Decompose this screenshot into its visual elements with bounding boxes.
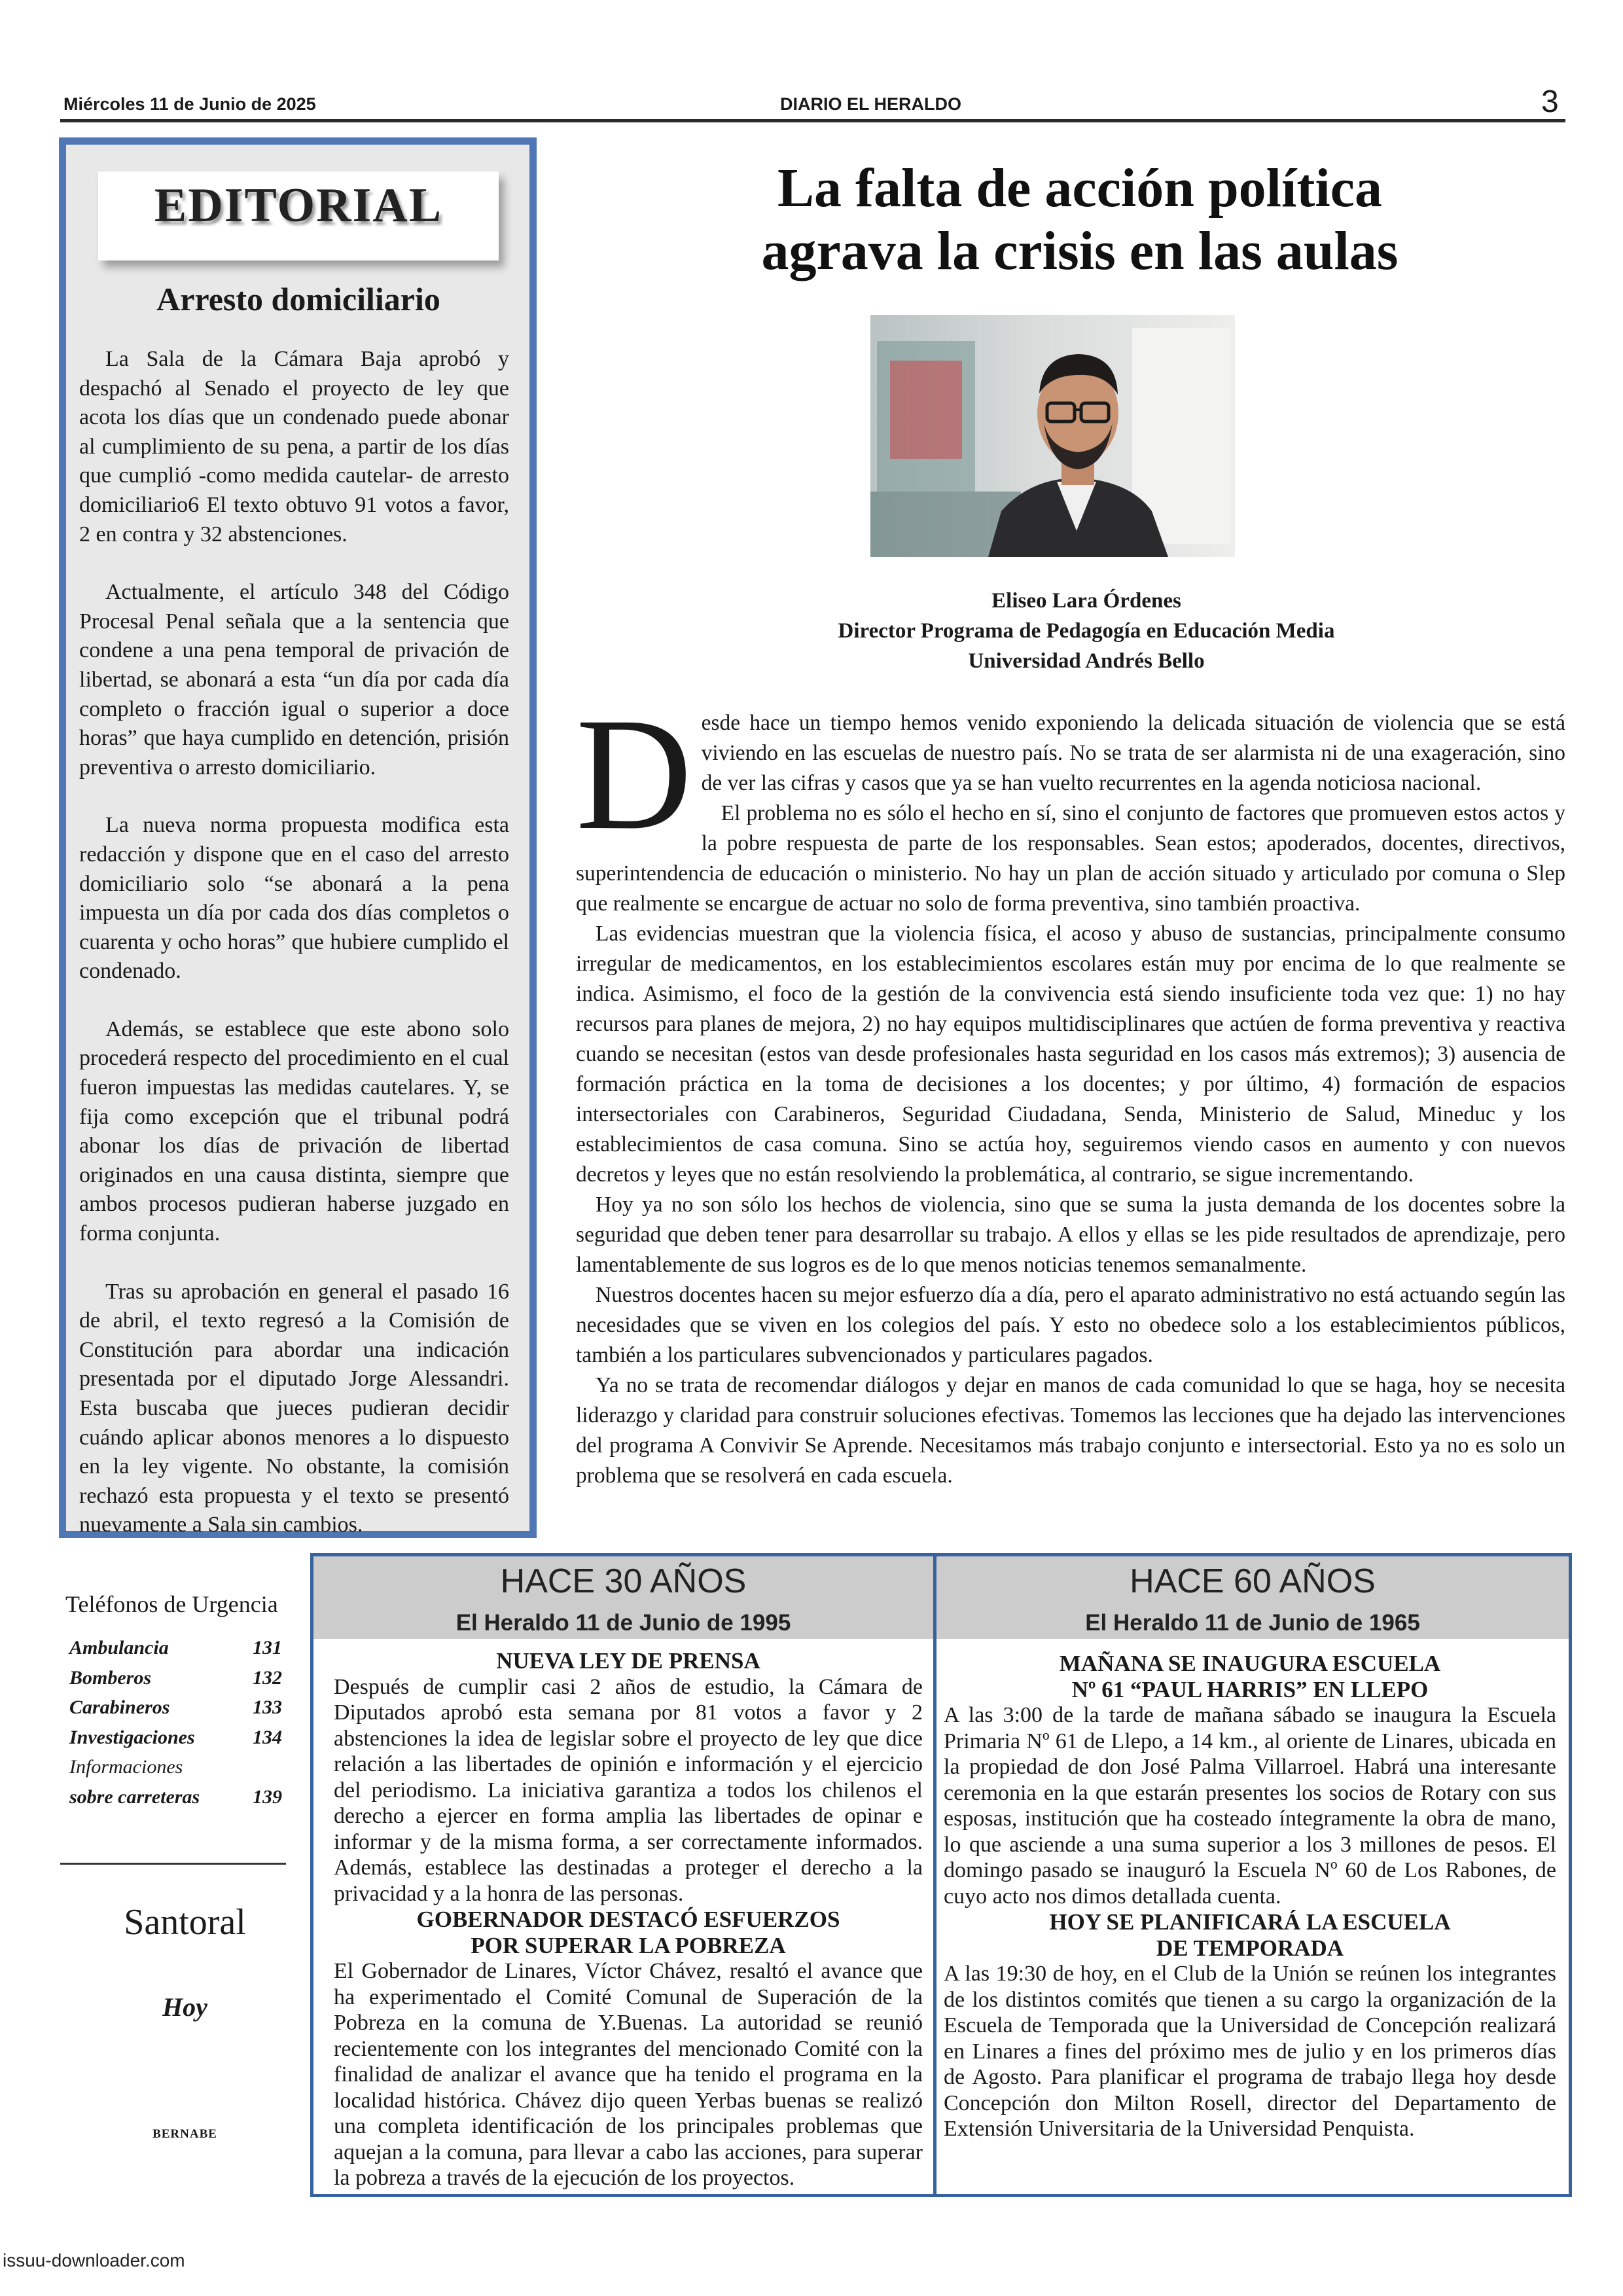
header-rule — [60, 119, 1565, 122]
emergency-number: 133 — [253, 1696, 282, 1718]
story-text: A las 3:00 de la tarde de mañana sábado se inaugura la Escuela Primaria Nº 61 de Llepo, a 14 km., al oriente de Linares, ubicada en la propiedad de don José Palma Villarroel. Habrá una interesante ceremonia en la que estarán presentes los socios de Rotary con sus esposas, institución que ha costeado íntegramente la obra de mano, lo que asciende a una suma superior a los 3 millones de pesos. El domingo pasado se inauguró la Escuela Nº 60 de Los Rabones, de cuyo acto nos dimos detallada cuenta. — [944, 1703, 1556, 1909]
story-title: POR SUPERAR LA POBREZA — [471, 1932, 786, 1958]
emergency-info-label: Informaciones — [69, 1756, 183, 1778]
headline-line-2: agrava la crisis en las aulas — [761, 221, 1399, 281]
story-text: A las 19:30 de hoy, en el Club de la Unión se reúnen los integrantes de los distintos comités que tienen a su cargo la organización de la Escuela de Temporada que la Universidad de Concepción realizará en Linares a fines del próximo mes de julio y en los primeros días de Agosto. Para planificar el programa de trabajo llega hoy desde Concepción don Milton Rosell, director del Departamento de Extensión Universitaria de la Universidad Penquista. — [944, 1962, 1556, 2141]
emergency-name: Ambulancia — [69, 1637, 169, 1659]
story-title: NUEVA LEY DE PRENSA — [496, 1648, 760, 1674]
author-role: Director Programa de Pedagogía en Educación Media — [838, 619, 1335, 643]
emergency-item — [69, 1782, 292, 1812]
emergency-item — [69, 1663, 292, 1693]
editorial-title: Arresto domiciliario — [156, 281, 440, 317]
drop-cap: D — [576, 685, 692, 863]
history30-date: El Heraldo 11 de Junio de 1995 — [455, 1610, 791, 1636]
emergency-list — [69, 1633, 292, 1812]
source-watermark: issuu-downloader.com — [3, 2250, 185, 2270]
emergency-number: 131 — [253, 1637, 282, 1659]
history30-column — [334, 1648, 923, 2191]
editorial-paragraph: Actualmente, el artículo 348 del Código Procesal Penal señala que a la sentencia que condene a una pena temporal de privación de libertad, se abonará a esta “un día por cada día completo o fracción igual o superior a doce horas” que haya cumplido en detención, prisión preventiva o arresto domiciliario. — [79, 580, 509, 780]
story-title: DE TEMPORADA — [1156, 1935, 1344, 1961]
article-first-paragraph: esde hace un tiempo hemos venido exponiendo la delicada situación de violencia que se está viviendo en las escuelas de nuestro país. No se trata de ser alarmista ni de una exageración, sino de ver las cifras y casos que ya se han vuelto recurrentes en la agenda noticiosa nacional. — [701, 711, 1565, 795]
santoral-saint: BERNABE — [152, 2127, 217, 2141]
emergency-item — [69, 1723, 292, 1753]
story-title: Nº 61 “PAUL HARRIS” EN LLEPO — [1071, 1676, 1429, 1702]
story-title: HOY SE PLANIFICARÁ LA ESCUELA — [1049, 1909, 1451, 1935]
author-name: Eliseo Lara Órdenes — [991, 589, 1181, 613]
history60-heading: HACE 60 AÑOS — [1130, 1562, 1376, 1600]
story-text: El Gobernador de Linares, Víctor Chávez, resaltó el avance que ha experimentado el Comité Comunal de Superación de la Pobreza en la comuna de Y.Buenas. La autoridad se reunió recientemente con los integrantes del mencionado Comité con la finalidad de analizar el avance que ha tenido el programa en la localidad histórica. Chávez dijo queen Yerbas buenas se realizó una completa identificación de los principales problemas que aquejan a la comuna, para llevar a cabo las acciones, para superar la pobreza a través de la ejecución de los proyectos. — [334, 1959, 923, 2190]
article-paragraph: El problema no es sólo el hecho en sí, sino el conjunto de factores que promueven estos actos y la pobre respuesta de parte de los responsables. Sean estos; apoderados, docentes, directivos, superintendencia de educación o ministerio. No hay un plan de acción situado y articulado por comuna o Slep que realmente se encargue de actuar no solo de forma preventiva, sino también proactiva. — [576, 801, 1565, 916]
article-byline — [589, 586, 1584, 676]
editorial-paragraph: La nueva norma propuesta modifica esta redacción y dispone que en el caso del arresto domiciliario solo “se abonará a la pena impuesta un día por cada dos días completos o cuarenta y ocho horas” que hubiere cumplido el condenado. — [79, 813, 509, 984]
emergency-name: Carabineros — [69, 1696, 170, 1718]
emergency-number: 134 — [253, 1726, 282, 1748]
author-photo — [870, 315, 1235, 557]
emergency-info-label-2: sobre carreteras — [69, 1785, 200, 1808]
emergency-item — [69, 1693, 292, 1723]
history30-heading: HACE 30 AÑOS — [500, 1562, 747, 1600]
emergency-item — [69, 1633, 292, 1663]
emergency-item — [69, 1752, 292, 1782]
story-title: GOBERNADOR DESTACÓ ESFUERZOS — [416, 1907, 840, 1932]
story-title: MAÑANA SE INAUGURA ESCUELA — [1059, 1651, 1441, 1676]
emergency-number: 139 — [253, 1785, 282, 1808]
history60-date: El Heraldo 11 de Junio de 1965 — [1085, 1610, 1420, 1636]
editorial-body — [79, 345, 509, 1569]
emergency-number: 132 — [253, 1666, 282, 1689]
emergency-name: Investigaciones — [69, 1726, 195, 1748]
issue-date: Miércoles 11 de Junio de 2025 — [63, 94, 316, 114]
page-number: 3 — [1541, 84, 1559, 119]
newspaper-name: DIARIO EL HERALDO — [780, 94, 962, 114]
santoral-title: Santoral — [124, 1902, 246, 1943]
article-paragraph: Ya no se trata de recomendar diálogos y dejar en manos de cada comunidad lo que se haga, hoy se necesita liderazgo y claridad para construir soluciones efectivas. Tomemos las lecciones que ha dejado las intervenciones del programa A Convivir Se Aprende. Necesitamos más trabajo conjunto e intersectorial. Esto ya no es solo un problema que se resolverá en cada escuela. — [576, 1373, 1565, 1488]
article-paragraph: Nuestros docentes hacen su mejor esfuerzo día a día, pero el aparato administrativo no está actuando según las necesidades que se viven en los colegios del país. Y esto no obedece solo a los establecimientos públicos, también a los particulares subvencionados y particulares pagados. — [576, 1283, 1565, 1367]
editorial-paragraph: Tras su aprobación en general el pasado 16 de abril, el texto regresó a la Comisión de Constitución para abordar una indicación presentada por el diputado Jorge Alessandri. Esta buscaba que jueces pudieran decidir cuándo aplicar abonos menores a lo dispuesto en la ley vigente. No obstante, la comisión rechazó esta propuesta y el texto se presentó nuevamente a Sala sin cambios. — [79, 1279, 509, 1537]
history60-column — [944, 1651, 1556, 2142]
author-institution: Universidad Andrés Bello — [968, 649, 1205, 673]
santoral-today: Hoy — [162, 1992, 207, 2022]
editorial-paragraph: Además, se establece que este abono solo procederá respecto del procedimiento en el cual fueron impuestas las medidas cautelares. Y, se fija como excepción que el tribunal podrá abonar los días de privación de libertad originados en una causa distinta, siempre que ambos procesos pudieran haberse juzgado en forma conjunta. — [79, 1016, 509, 1246]
article-paragraph: Hoy ya no son sólo los hechos de violencia, sino que se suma la justa demanda de los docentes sobre la seguridad que deben tener para desarrollar su trabajo. A ellos y ellas se les pide resultados de aprendizaje, pero lamentablemente de sus logros es de lo que menos noticias tenemos semanalmente. — [576, 1193, 1565, 1277]
emergency-title: Teléfonos de Urgencia — [65, 1591, 278, 1617]
story-text: Después de cumplir casi 2 años de estudio, la Cámara de Diputados aprobó esta semana por 81 votos a favor y 2 abstenciones la idea de legislar sobre el proyecto de ley que dice relación a las libertades de opinión e información y el ejercicio del periodismo. La iniciativa garantiza a todos los chilenos el derecho a ejercer en forma amplia las libertades de opinar e informar y de la misma forma, a ser correctamente informados. Además, establece las destinadas a proteger el derecho a la privacidad y a la honra de las personas. — [334, 1674, 923, 1906]
headline-line-1: La falta de acción política — [777, 158, 1382, 219]
editorial-paragraph: La Sala de la Cámara Baja aprobó y despachó al Senado el proyecto de ley que acota los días que un condenado puede abonar al cumplimiento de su pena, a partir de los días que cumplió -como medida cautelar- de arresto domiciliario6 El texto obtuvo 91 votos a favor, 2 en contra y 32 abstenciones. — [79, 347, 509, 547]
article-paragraph: Las evidencias muestran que la violencia física, el acoso y abuso de sustancias, principalmente consumo irregular de medicamentos, en los establecimientos escolares están muy por encima de lo que realmente se indica. Asimismo, el foco de la gestión de la convivencia está siendo insuficiente toda vez que: 1) no hay recursos para planes de mejora, 2) no hay equipos multidisciplinares que actúen de forma preventiva y reactiva cuando se necesitan (estos van desde profesionales hasta seguridad en los casos más extremos); 3) ausencia de formación práctica en la toma de decisiones a los docentes; y por último, 4) formación de espacios intersectoriales con Carabineros, Seguridad Ciudadana, Senda, Ministerio de Salud, Mineduc y los establecimientos de casa comuna. Sino se actúa hoy, seguiremos viendo casos en aumento y con nuevos decretos y leyes que no están resolviendo la problemática, al contrario, se sigue incrementando. — [576, 922, 1565, 1187]
editorial-label: EDITORIAL — [154, 179, 443, 232]
sidebar-divider — [60, 1863, 286, 1865]
article-headline — [569, 157, 1590, 283]
history-divider — [933, 1556, 936, 2194]
article-body — [576, 685, 1565, 1491]
emergency-name: Bomberos — [69, 1666, 152, 1689]
